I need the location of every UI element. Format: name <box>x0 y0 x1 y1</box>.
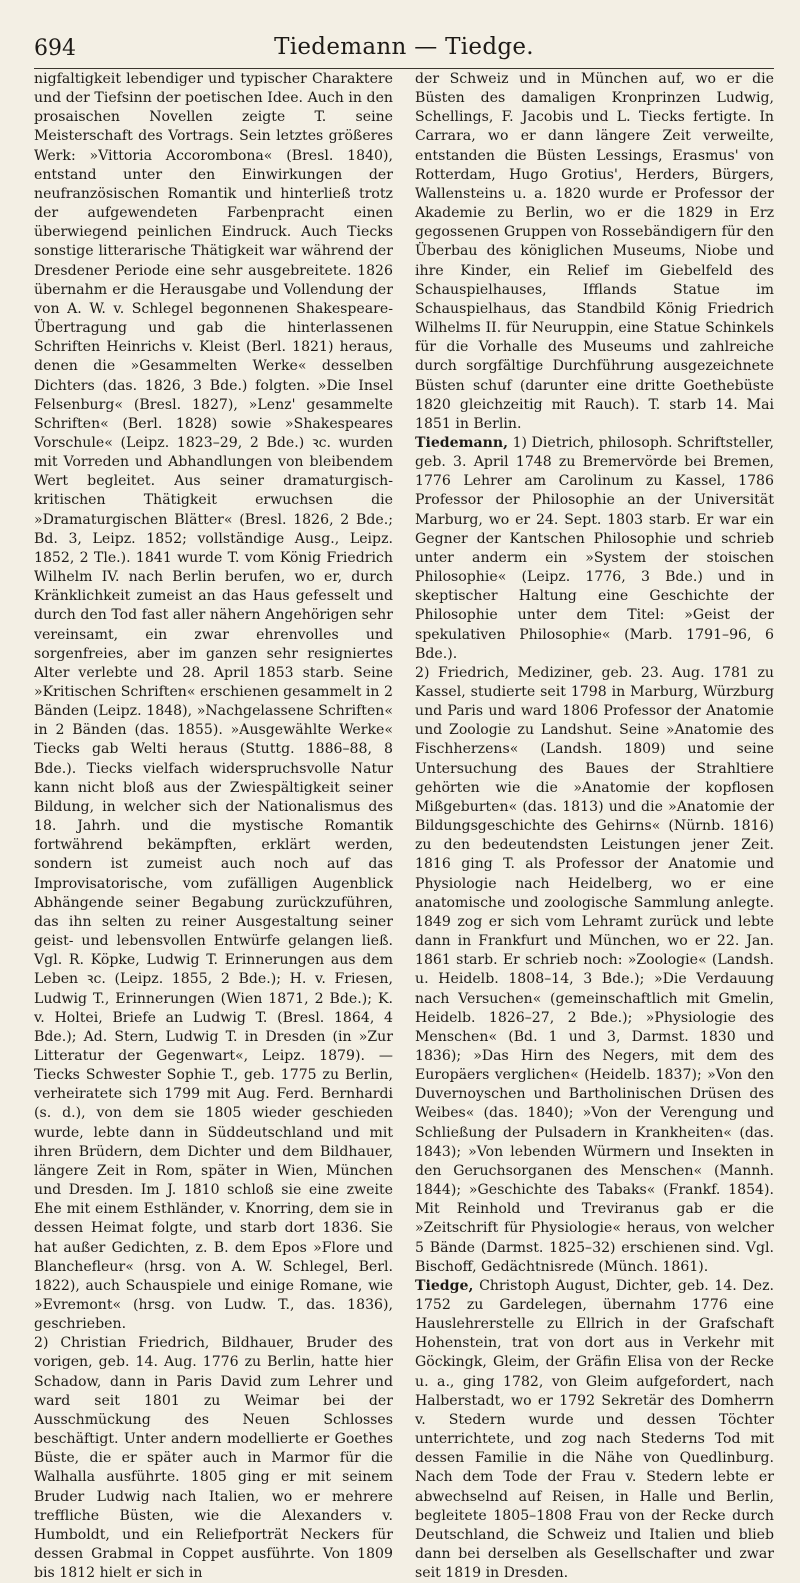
headword-tiedge: Tiedge, <box>415 1277 474 1294</box>
tieck-christian-friedrich-continuation: der Schweiz und in München auf, wo er die Büsten des damaligen Kronprinzen Ludwig, Schellings, F. Jacobis und L. Tiecks fertigte. In Carrara, wo er dann längere Zeit verweilte, entstanden die Büsten Lessings, Erasmus' von Rotterdam, Hugo Grotius', Herders, Bürgers, Wallensteins u. a. 1820 wurde er Professor der Akademie zu Berlin, wo er die 1829 in Erz gegossenen Gruppen von Rossebändigern für den Überbau des königlichen Museums, Niobe und ihre Kinder, ein Relief im Giebelfeld des Schauspielhauses, Ifflands Statue im Schauspielhaus, das Standbild König Friedrich Wilhelms II. für Neuruppin, eine Statue Schinkels für die Vorhalle des Museums und zahlreiche durch sorgfältige Durchführung ausgezeichnete Büsten schuf (darunter eine dritte Goethebüste 1820 gleichzeitig mit Rauch). T. starb 14. Mai 1851 in Berlin. <box>415 71 774 432</box>
tieck-christian-friedrich-entry: 2) Christian Friedrich, Bildhauer, Bruder des vorigen, geb. 14. Aug. 1776 zu Berlin, hatte hier Schadow, dann in Paris David zum Lehrer und ward seit 1801 zu Weimar bei der Ausschmückung des Neuen Schlosses beschäftigt. Unter andern modellierte er Goethes Büste, die er später auch in Marmor für die Walhalla ausführte. 1805 ging er mit seinem Bruder Ludwig nach Italien, wo er mehrere treffliche Büsten, wie die Alexanders v. Humboldt, und ein Reliefporträt Neckers für dessen Grabmal in Coppet ausführte. Von 1809 bis 1812 hielt er sich in <box>34 1335 393 1582</box>
header-rule <box>34 68 774 69</box>
running-title: Tiedemann — Tiedge. <box>274 34 534 60</box>
tiedemann-friedrich-entry: 2) Friedrich, Mediziner, geb. 23. Aug. 1781 zu Kassel, studierte seit 1798 in Marburg, Würzburg und Paris und ward 1806 Professor der Anatomie und Zoologie zu Landshut. Seine »Anatomie des Fischherzens« (Landsh. 1809) und seine Untersuchung des Baues der Strahltiere gehörten wie die »Anatomie der kopflosen Mißgeburten« (das. 1813) und die »Anatomie der Bildungsgeschichte des Gehirns« (Nürnb. 1816) zu den bedeutendsten Leistungen jener Zeit. 1816 ging T. als Professor der Anatomie und Physiologie nach Heidelberg, wo er eine anatomische und zoologische Sammlung anlegte. 1849 zog er sich vom Lehramt zurück und lebte dann in Frankfurt und München, wo er 22. Jan. 1861 starb. Er schrieb noch: »Zoologie« (Landsh. u. Heidelb. 1808–14, 3 Bde.); »Die Verdauung nach Versuchen« (gemeinschaftlich mit Gmelin, Heidelb. 1826–27, 2 Bde.); »Physiologie des Menschen« (Bd. 1 und 3, Darmst. 1830 und 1836); »Das Hirn des Negers, mit dem des Europäers verglichen« (Heidelb. 1837); »Von den Duvernoyschen und Bartholinischen Drüsen des Weibes« (das. 1840); »Von der Verengung und Schließung der Pulsadern in Krankheiten« (das. 1843); »Von lebenden Würmern und Insekten in den Geruchsorganen des Menschen« (Mannh. 1844); »Geschichte des Tabaks« (Frankf. 1854). Mit Reinhold und Treviranus gab er die »Zeitschrift für Physiologie« heraus, von welcher 5 Bände (Darmst. 1825–32) erschienen sind. Vgl. Bischoff, Gedächtnisrede (Münch. 1861). <box>415 664 774 1275</box>
tiedge-entry <box>415 1277 774 1583</box>
left-column <box>34 70 393 1582</box>
tiedemann-dietrich-text: 1) Dietrich, philosoph. Schriftsteller, geb. 3. April 1748 zu Bremervörde bei Bremen, 1776 Lehrer am Carolinum zu Kassel, 1786 Professor der Philosophie an der Universität Marburg, wo er 24. Sept. 1803 starb. Er war ein Gegner der Kantschen Philosophie und schrieb unter anderm ein »System der stoischen Philosophie« (Leipz. 1776, 3 Bde.) und in skeptischer Haltung eine Geschichte der Philosophie unter dem Titel: »Geist der spekulativen Philosophie« (Marb. 1791–96, 6 Bde.). <box>415 434 774 662</box>
text-columns <box>34 70 774 1582</box>
page-number: 694 <box>34 36 76 61</box>
right-column <box>415 70 774 1582</box>
tiedge-text: Christoph August, Dichter, geb. 14. Dez. 1752 zu Gardelegen, übernahm 1776 eine Hauslehrerstelle zu Ellrich in der Grafschaft Hohenstein, trat von dort aus in Verkehr mit Göckingk, Gleim, der Gräfin Elisa von der Recke u. a., ging 1782, von Gleim aufgefordert, nach Halberstadt, wo er 1792 Sekretär des Domherrn v. Stedern wurde und dessen Töchter unterrichtete, und zog nach Stederns Tod mit dessen Familie in die Nähe von Quedlinburg. Nach dem Tode der Frau v. Stedern lebte er abwechselnd auf Reisen, in Halle und Berlin, begleitete 1805–1808 Frau von der Recke durch Deutschland, die Schweiz und Italien und blieb dann bei derselben als Gesellschafter und zwar seit 1819 in Dresden. <box>415 1277 774 1582</box>
page-header <box>34 10 774 61</box>
tieck-ludwig-continuation: nigfaltigkeit lebendiger und typischer Charaktere und der Tiefsinn der poetischen Idee. Auch in den prosaischen Novellen zeigte T. seine Meisterschaft des Vortrags. Sein letztes größeres Werk: »Vittoria Accorombona« (Bresl. 1840), entstand unter den Einwirkungen der neufranzösischen Romantik und hinterließ trotz der aufgewendeten Farbenpracht einen überwiegend peinlichen Eindruck. Auch Tiecks sonstige litterarische Thätigkeit war während der Dresdener Periode eine sehr ausgebreitete. 1826 übernahm er die Herausgabe und Vollendung der von A. W. v. Schlegel begonnenen Shakespeare-Übertragung und gab die hinterlassenen Schriften Heinrichs v. Kleist (Berl. 1821) heraus, denen die »Gesammelten Werke« desselben Dichters (das. 1826, 3 Bde.) folgten. »Die Insel Felsenburg« (Bresl. 1827), »Lenz' gesammelte Schriften« (Berl. 1828) sowie »Shakespeares Vorschule« (Leipz. 1823–29, 2 Bde.) ꝛc. wurden mit Vorreden und Abhandlungen von bleibendem Wert begleitet. Aus seiner dramaturgisch-kritischen Thätigkeit erwuchsen die »Dramaturgischen Blätter« (Bresl. 1826, 2 Bde.; Bd. 3, Leipz. 1852; vollständige Ausg., Leipz. 1852, 2 Tle.). 1841 wurde T. vom König Friedrich Wilhelm IV. nach Berlin berufen, wo er, durch Kränklichkeit zumeist an das Haus gefesselt und durch den Tod fast aller nähern Angehörigen sehr vereinsamt, ein zwar ehrenvolles und sorgenfreies, aber im ganzen sehr resigniertes Alter verlebte und 28. April 1853 starb. Seine »Kritischen Schriften« erschienen gesammelt in 2 Bänden (Leipz. 1848), »Nachgelassene Schriften« in 2 Bänden (das. 1855). »Ausgewählte Werke« Tiecks gab Welti heraus (Stuttg. 1886–88, 8 Bde.). Tiecks vielfach widerspruchsvolle Natur kann nicht bloß aus der Zwiespältigkeit seiner Bildung, in welcher sich der Nationalismus des 18. Jahrh. und die mystische Romantik fortwährend bekämpften, erklärt werden, sondern ist zumeist auch noch auf das Improvisatorische, vom zufälligen Augenblick Abhängende seiner Begabung zurückzuführen, das ihn selten zu reiner Ausgestaltung seiner geist- und lebensvollen Entwürfe gelangen ließ. Vgl. R. Köpke, Ludwig T. Erinnerungen aus dem Leben ꝛc. (Leipz. 1855, 2 Bde.); H. v. Friesen, Ludwig T., Erinnerungen (Wien 1871, 2 Bde.); K. v. Holtei, Briefe an Ludwig T. (Bresl. 1864, 4 Bde.); Ad. Stern, Ludwig T. in Dresden (in »Zur Litteratur der Gegenwart«, Leipz. 1879). — Tiecks Schwester Sophie T., geb. 1775 zu Berlin, verheiratete sich 1799 mit Aug. Ferd. Bernhardi (s. d.), von dem sie 1805 wieder geschieden wurde, lebte dann in Süddeutschland und mit ihren Brüdern, dem Dichter und dem Bildhauer, längere Zeit in Rom, später in Wien, München und Dresden. Im J. 1810 schloß sie eine zweite Ehe mit einem Esthländer, v. Knorring, dem sie in dessen Heimat folgte, und starb dort 1836. Sie hat außer Gedichten, z. B. dem Epos »Flore und Blanchefleur« (hrsg. von A. W. Schlegel, Berl. 1822), auch Schauspiele und einige Romane, wie »Evremont« (hrsg. von Ludw. T., das. 1836), geschrieben. <box>34 71 393 1333</box>
tiedemann-entry <box>415 434 774 664</box>
headword-tiedemann: Tiedemann, <box>415 434 509 451</box>
